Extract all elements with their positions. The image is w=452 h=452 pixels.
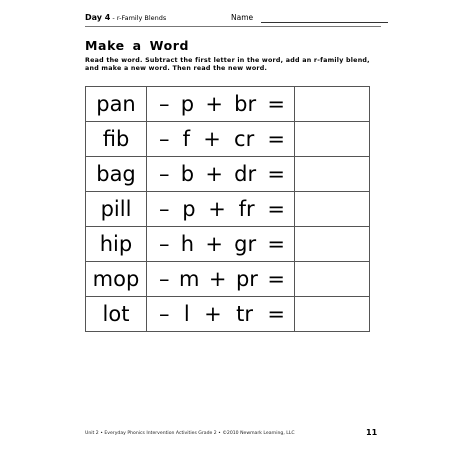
plus-sign: + <box>204 302 222 326</box>
blend: tr <box>236 302 253 326</box>
instructions: Read the word. Subtract the first letter in the word, add an r-family blend, and make a new word. Then read the new word. <box>85 57 370 73</box>
word-row <box>86 227 370 262</box>
word-row <box>86 122 370 157</box>
word-row <box>86 192 370 227</box>
start-word: mop <box>86 262 147 297</box>
word-row <box>86 297 370 332</box>
remove-letter: b <box>180 162 195 186</box>
equals-sign: = <box>267 232 285 256</box>
equals-sign: = <box>267 302 285 326</box>
minus-sign: – <box>159 197 170 221</box>
minus-sign: – <box>159 92 170 116</box>
blend: dr <box>234 162 257 186</box>
start-word: hip <box>86 227 147 262</box>
remove-letter: h <box>180 232 195 256</box>
minus-sign: – <box>159 267 170 291</box>
day-label: Day 4 <box>85 13 111 22</box>
footer-text: Unit 2 • Everyday Phonics Intervention Activities Grade 2 • ©2010 Newmark Learning, LLC <box>85 431 295 436</box>
plus-sign: + <box>203 127 221 151</box>
plus-sign: + <box>205 162 223 186</box>
remove-letter: p <box>180 92 195 116</box>
blend: pr <box>235 267 258 291</box>
plus-sign: + <box>205 92 223 116</box>
blend: fr <box>238 197 255 221</box>
remove-letter: f <box>182 127 191 151</box>
header-divider <box>85 26 381 27</box>
page-header <box>85 13 385 27</box>
minus-sign: – <box>159 232 170 256</box>
equals-sign: = <box>267 267 285 291</box>
answer-box[interactable] <box>295 227 370 262</box>
blend: br <box>234 92 257 116</box>
word-row <box>86 87 370 122</box>
equals-sign: = <box>267 197 285 221</box>
minus-sign: – <box>159 162 170 186</box>
name-label: Name <box>231 13 254 22</box>
plus-sign: + <box>205 232 223 256</box>
start-word: pan <box>86 87 147 122</box>
operation-cell <box>147 192 295 227</box>
equals-sign: = <box>267 162 285 186</box>
answer-box[interactable] <box>295 192 370 227</box>
answer-box[interactable] <box>295 157 370 192</box>
answer-box[interactable] <box>295 87 370 122</box>
minus-sign: – <box>159 127 170 151</box>
equals-sign: = <box>267 92 285 116</box>
answer-box[interactable] <box>295 262 370 297</box>
answer-box[interactable] <box>295 297 370 332</box>
operation-cell <box>147 157 295 192</box>
operation-cell <box>147 262 295 297</box>
start-word: bag <box>86 157 147 192</box>
plus-sign: + <box>208 197 226 221</box>
operation-cell <box>147 87 295 122</box>
blend: cr <box>234 127 255 151</box>
start-word: fib <box>86 122 147 157</box>
topic-label: - r-Family Blends <box>110 14 167 22</box>
plus-sign: + <box>208 267 227 291</box>
word-grid <box>85 86 370 332</box>
blend: gr <box>234 232 257 256</box>
operation-cell <box>147 122 295 157</box>
remove-letter: p <box>182 197 196 221</box>
answer-box[interactable] <box>295 122 370 157</box>
start-word: pill <box>86 192 147 227</box>
remove-letter: m <box>178 267 200 291</box>
word-row <box>86 262 370 297</box>
equals-sign: = <box>267 127 285 151</box>
page-title: Make a Word <box>85 38 190 53</box>
word-row <box>86 157 370 192</box>
start-word: lot <box>86 297 147 332</box>
page-number: 11 <box>366 428 378 437</box>
minus-sign: – <box>159 302 170 326</box>
operation-cell <box>147 227 295 262</box>
name-line[interactable] <box>261 22 388 23</box>
remove-letter: l <box>183 302 190 326</box>
operation-cell <box>147 297 295 332</box>
